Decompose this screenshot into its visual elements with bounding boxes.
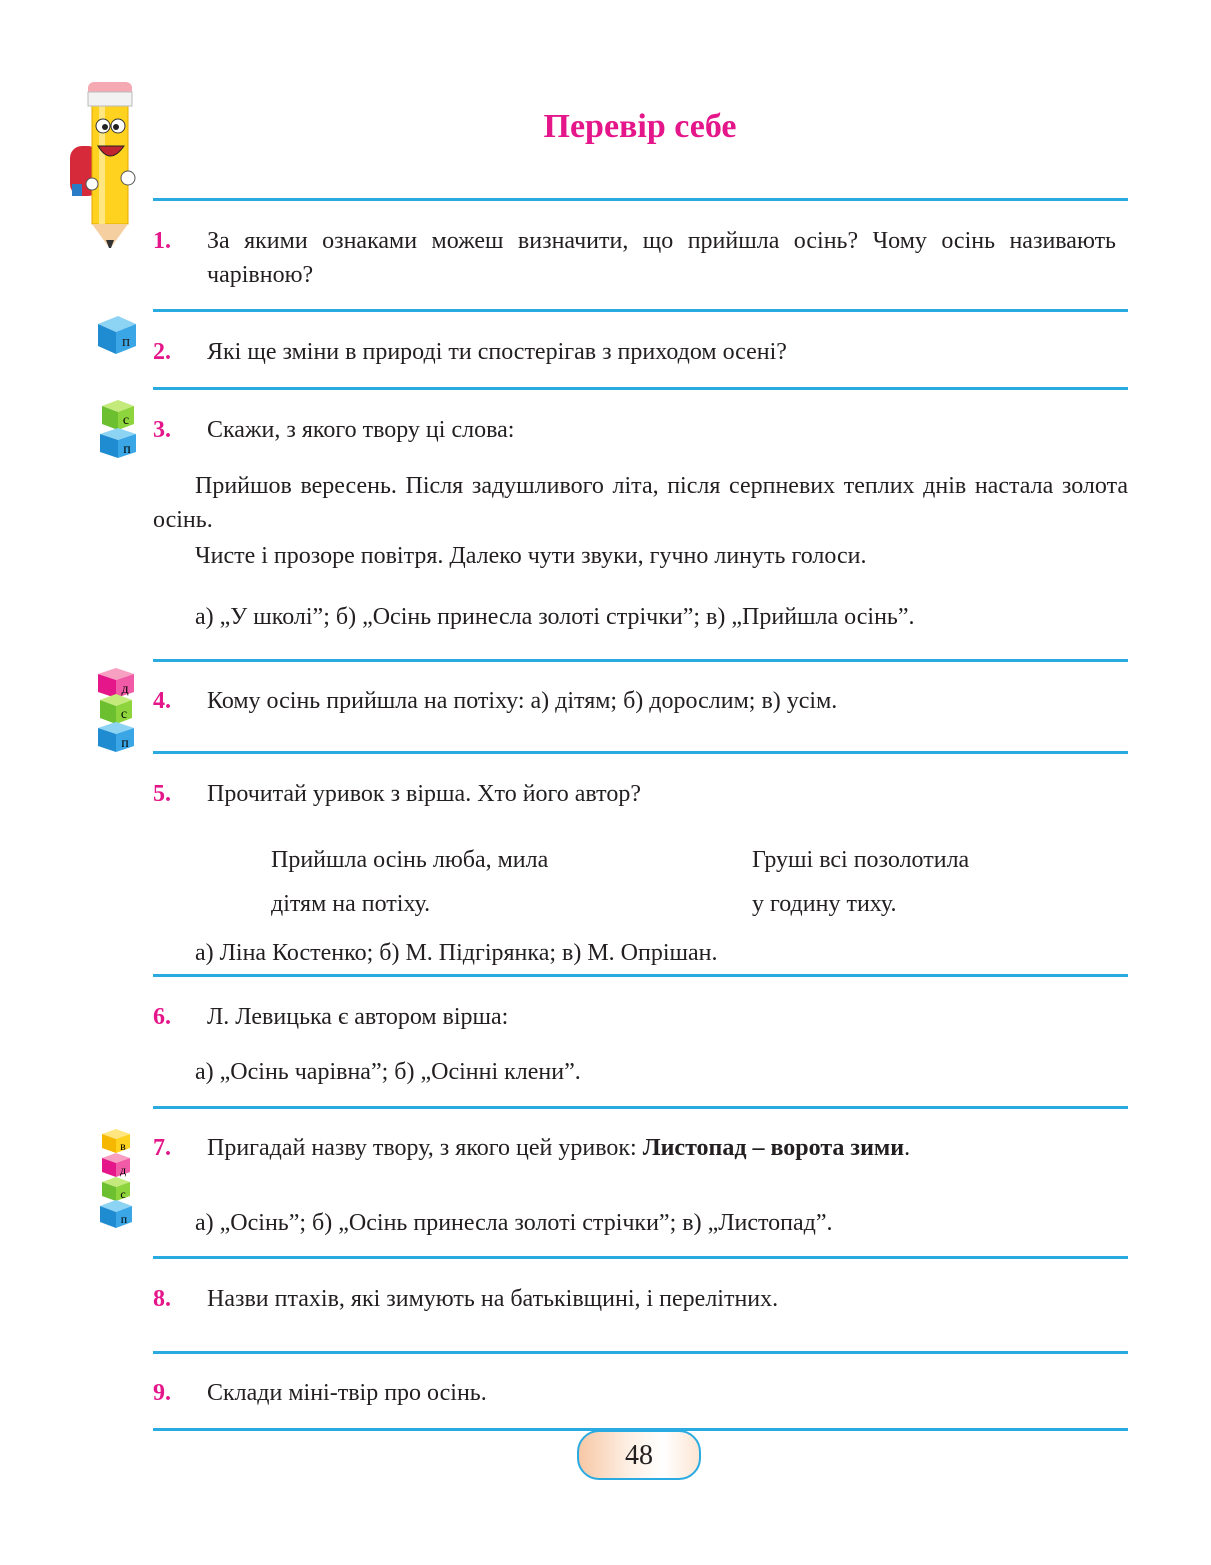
question-text: Скажи, з якого твору ці слова: xyxy=(207,417,515,443)
question-text: Які ще зміни в природі ти спостерігав з приходом осені? xyxy=(207,339,787,365)
question-1 xyxy=(153,224,1128,294)
quote-bold: Листопад – ворота зими xyxy=(642,1135,905,1161)
question-3 xyxy=(153,413,1128,447)
divider xyxy=(153,1351,1128,1354)
answer-options: а) Ліна Костенко; б) М. Підгірянка; в) М. Опрішан. xyxy=(195,940,718,966)
poem-line: дітям на потіху. xyxy=(271,891,431,917)
question-4 xyxy=(153,684,1128,718)
question-5 xyxy=(153,777,1128,811)
cube-letter: п xyxy=(121,334,131,350)
letter-cubes-icon xyxy=(98,398,140,460)
cube-letter: с xyxy=(120,707,128,722)
question-text: Склади міні-твір про осінь. xyxy=(207,1380,487,1406)
poem-line: Прийшла осінь люба, мила xyxy=(271,847,549,873)
divider xyxy=(153,1256,1128,1259)
question-7 xyxy=(153,1131,1128,1165)
question-text: Кому осінь прийшла на потіху: а) дітям; б) дорослим; в) усім. xyxy=(207,688,838,714)
cube-letter: в xyxy=(120,1139,126,1153)
cube-letter: с xyxy=(122,413,130,428)
page-title: Перевір себе xyxy=(543,108,737,145)
divider xyxy=(153,1106,1128,1109)
answer-options: а) „Осінь”; б) „Осінь принесла золоті стрічки”; в) „Листопад”. xyxy=(195,1210,833,1236)
letter-cubes-icon xyxy=(98,1128,138,1228)
question-text: Л. Левицька є автором вірша: xyxy=(207,1004,509,1030)
cube-letter: п xyxy=(121,736,129,751)
page-number: 48 xyxy=(577,1430,701,1480)
letter-cubes-icon xyxy=(96,666,138,752)
question-9 xyxy=(153,1376,1128,1410)
divider xyxy=(153,309,1128,312)
question-text: Прочитай уривок з вірша. Хто його автор? xyxy=(207,781,641,807)
divider xyxy=(153,974,1128,977)
question-6 xyxy=(153,1000,1128,1034)
question-number: 9. xyxy=(153,1380,171,1406)
question-number: 1. xyxy=(153,228,171,254)
poem-line: у годину тиху. xyxy=(752,891,897,917)
question-number: 4. xyxy=(153,688,171,714)
question-2 xyxy=(153,335,1128,369)
poem-line: Груші всі позолотила xyxy=(752,847,970,873)
question-number: 3. xyxy=(153,417,171,443)
question-text: За якими ознаками можеш визначити, що прийшла осінь? Чому осінь називають чарівною? xyxy=(207,228,1116,288)
question-text xyxy=(207,1131,1116,1165)
divider xyxy=(153,751,1128,754)
cube-letter: п xyxy=(120,1212,128,1226)
pencil-mascot-icon xyxy=(68,74,148,250)
cube-letter: д xyxy=(121,682,129,697)
cube-letter: д xyxy=(119,1163,127,1177)
letter-cube-icon xyxy=(96,314,138,356)
cube-letter: с xyxy=(120,1187,126,1201)
passage-text: Прийшов вересень. Після задушливого літа, після серпневих теплих днів настала золота осінь. xyxy=(153,473,1128,533)
question-text-end: . xyxy=(904,1135,911,1161)
question-8 xyxy=(153,1282,1128,1316)
question-text: Назви птахів, які зимують на батьківщині, і перелітних. xyxy=(207,1286,779,1312)
question-number: 8. xyxy=(153,1286,171,1312)
question-number: 6. xyxy=(153,1004,171,1030)
divider xyxy=(153,198,1128,201)
question-number: 2. xyxy=(153,339,171,365)
cube-letter: п xyxy=(123,442,131,457)
divider xyxy=(153,659,1128,662)
poem-right xyxy=(752,838,1122,926)
answer-options: а) „У школі”; б) „Осінь принесла золоті стрічки”; в) „Прийшла осінь”. xyxy=(195,604,915,630)
answer-options: а) „Осінь чарівна”; б) „Осінні клени”. xyxy=(195,1059,581,1085)
question-number: 7. xyxy=(153,1135,171,1161)
question-number: 5. xyxy=(153,781,171,807)
poem-left xyxy=(271,838,691,926)
passage-text: Чисте і прозоре повітря. Далеко чути звуки, гучно линуть голоси. xyxy=(195,543,867,569)
divider xyxy=(153,387,1128,390)
question-text-plain: Пригадай назву твору, з якого цей уривок: xyxy=(207,1135,643,1161)
